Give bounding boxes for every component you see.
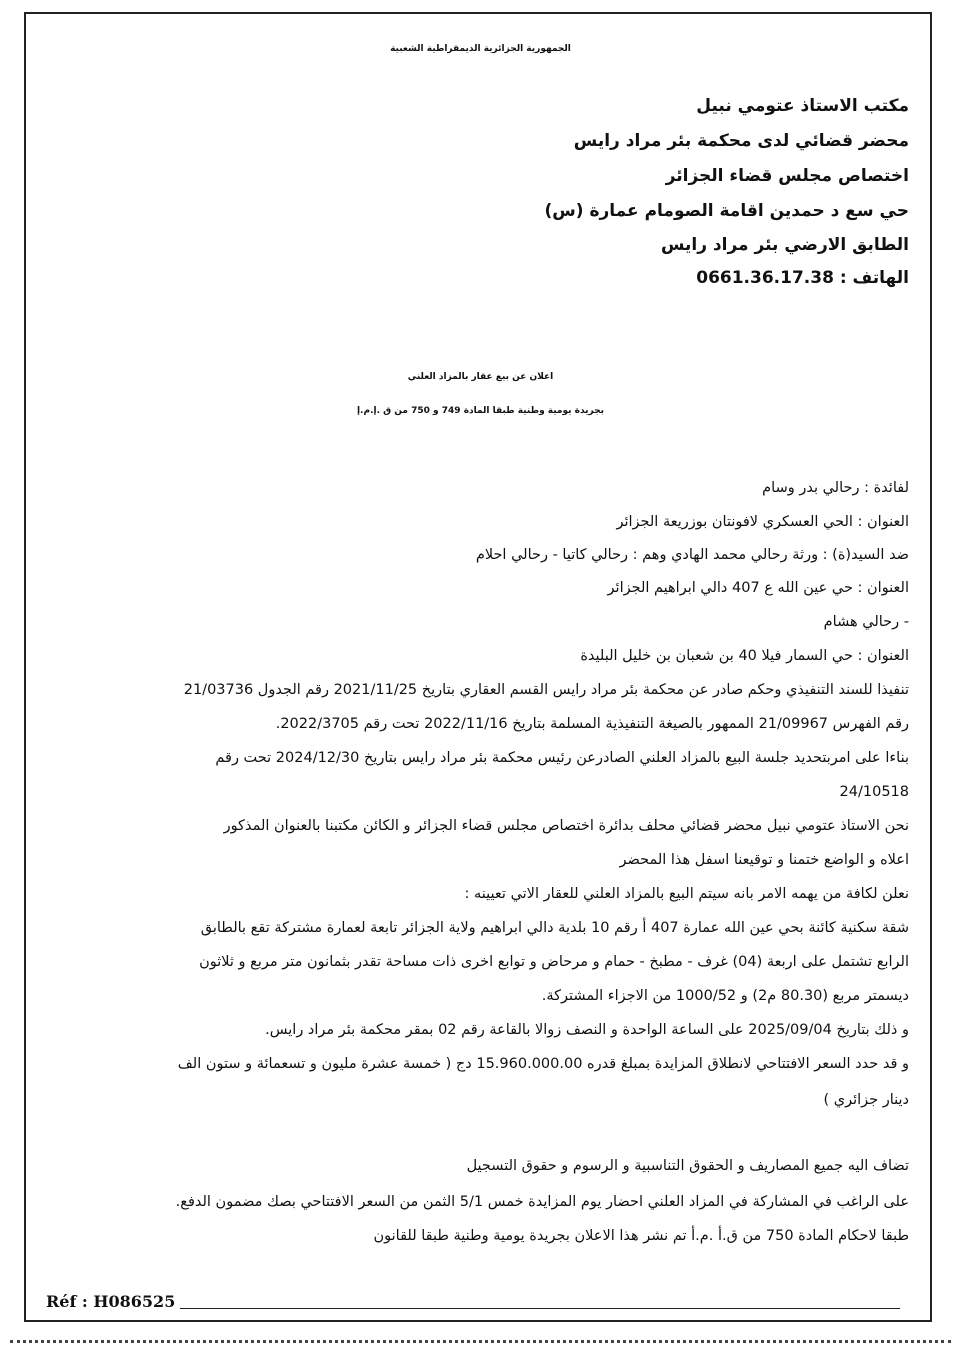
participation-note: على الراغب في المشاركة في المزاد العلني احضار يوم المزايدة خمس 5/1 الثمن من السعر الافتتاحي بصك مضمون الدفع. <box>175 1194 909 1210</box>
notice-subtitle: بجريدة يومية وطنية طبقا المادة 749 و 750 من ق .إ.م.إ <box>356 406 605 416</box>
beneficiary: لفائدة : رحالي بدر وسام <box>762 480 909 496</box>
paragraph-line: 24/10518 <box>839 784 909 800</box>
paragraph-line: نحن الاستاذ عتومي نبيل محضر قضائي محلف بدائرة اختصاص مجلس قضاء الجزائر و الكائن مكتبنا بالعنوان المذكور <box>223 818 909 834</box>
legal-note: طبقا لاحكام المادة 750 من ق.أ .م.أ تم نشر هذا الاعلان بجريدة يومية وطنية طبقا للقانون <box>373 1228 909 1244</box>
opening-price: دينار جزائري ) <box>823 1092 909 1108</box>
notice-title: اعلان عن بيع عقار بالمزاد العلني <box>407 372 554 382</box>
office-role: محضر قضائي لدى محكمة بئر مراد رايس <box>573 131 909 151</box>
reference-underline <box>180 1308 900 1309</box>
defendants-address: العنوان : حي عين الله ع 407 دالي ابراهيم الجزائر <box>607 580 909 596</box>
office-name: مكتب الاستاذ عتومي نبيل <box>696 96 909 116</box>
opening-price: و قد حدد السعر الافتتاحي لانطلاق المزايدة بمبلغ قدره 15.960.000.00 دج ( خمسة عشرة مليون و تسعمائة و ستون الف <box>177 1056 909 1072</box>
sale-date: و ذلك بتاريخ 2025/09/04 على الساعة الواحدة و النصف زوالا بالقاعة رقم 02 بمقر محكمة بئر مراد رايس. <box>265 1022 909 1038</box>
office-floor: الطابق الارضي بئر مراد رايس <box>660 235 909 255</box>
office-jurisdiction: اختصاص مجلس قضاء الجزائر <box>665 166 909 186</box>
republic-heading: الجمهورية الجزائرية الديمقراطية الشعبية <box>390 44 571 54</box>
paragraph-line: رقم الفهرس 21/09967 الممهور بالصيغة التنفيذية المسلمة بتاريخ 2022/11/16 تحت رقم 2022/3705. <box>275 716 909 732</box>
beneficiary-address: العنوان : الحي العسكري لافونتان بوزريعة الجزائر <box>616 514 909 530</box>
defendants: ضد السيد(ة) : ورثة رحالي محمد الهادي وهم : رحالي كاتيا - رحالي احلام <box>475 547 909 563</box>
property-description: الرابع تشتمل على اربعة (04) غرف - مطبخ - حمام و مرحاض و توابع اخرى ذات مساحة تقدر بثمانون متر مربع و ثلاثون <box>199 954 909 970</box>
reference-number: Réf : H086525 <box>46 1292 176 1311</box>
paragraph-line: بناءا على امربتحديد جلسة البيع بالمزاد العلني الصادرعن رئيس محكمة بئر مراد رايس بتاريخ 2024/12/30 تحت رقم <box>215 750 909 766</box>
property-description: ديسمتر مربع (80.30 م2) و 1000/52 من الاجزاء المشتركة. <box>541 988 909 1004</box>
fees-note: تضاف اليه جميع المصاريف و الحقوق التناسبية و الرسوم و حقوق التسجيل <box>466 1158 909 1174</box>
paragraph-line: اعلاه و الواضع ختمنا و توقيعنا اسفل هذا المحضر <box>619 852 909 868</box>
office-phone: الهاتف : 0661.36.17.38 <box>696 268 909 288</box>
defendant-extra-address: العنوان : حي السمار فيلا 40 بن شعبان بن خليل البليدة <box>580 648 909 664</box>
paragraph-line: تنفيذا للسند التنفيذي وحكم صادر عن محكمة بئر مراد رايس القسم العقاري بتاريخ 2021/11/25 رقم الجدول 21/03736 <box>183 682 909 698</box>
dotted-divider <box>10 1340 951 1343</box>
property-description: شقة سكنية كائنة بحي عين الله عمارة 407 أ رقم 10 بلدية دالي ابراهيم ولاية الجزائر تابعة لعمارة مشتركة تقع بالطابق <box>200 920 909 936</box>
office-address: حي سع د حمدين اقامة الصومام عمارة (س) <box>544 201 909 221</box>
paragraph-line: نعلن لكافة من يهمه الامر بانه سيتم البيع بالمزاد العلني للعقار الاتي تعيينه : <box>464 886 909 902</box>
defendant-extra: - رحالي هشام <box>823 614 909 630</box>
